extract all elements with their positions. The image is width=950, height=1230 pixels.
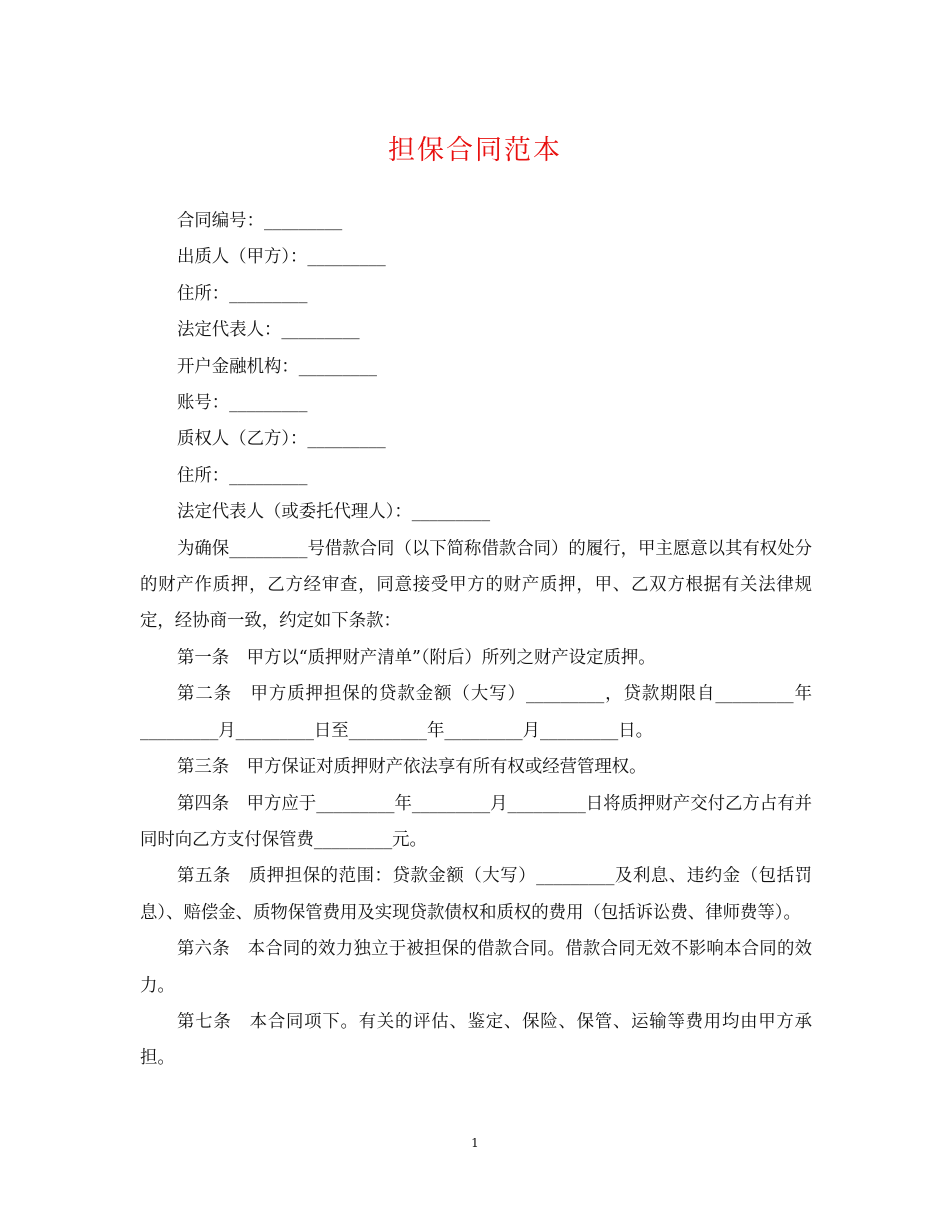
field-pledgee-address: 住所：_________	[177, 465, 308, 486]
field-contract-number: 合同编号：_________	[177, 211, 343, 231]
field-pledgor-address: 住所：_________	[177, 283, 308, 304]
document-title: 担保合同范本	[388, 135, 562, 166]
field-bank-institution: 开户金融机构：_________	[177, 356, 377, 377]
preamble-paragraph: 为确保_________号借款合同（以下简称借款合同）的履行，甲主愿意以其有权处分的财产作质押，乙方经审查，同意接受甲方的财产质押，甲、乙双方根据有关法律规定，经协商一致，约定如下条款：	[140, 538, 812, 632]
article-5: 第五条 质押担保的范围：贷款金额（大写）_________及利息、违约金（包括罚息）、赔偿金、质物保管费用及实现贷款债权和质权的费用（包括诉讼费、律师费等）。	[140, 866, 812, 923]
article-4: 第四条 甲方应于_________年_________月_________日将质押财产交付乙方占有并同时向乙方支付保管费_________元。	[140, 793, 812, 850]
page-number: 1	[471, 1136, 479, 1150]
article-3: 第三条 甲方保证对质押财产依法享有所有权或经营管理权。	[177, 757, 647, 778]
contract-body	[140, 203, 812, 1077]
field-account-number: 账号：_________	[177, 393, 308, 414]
article-7: 第七条 本合同项下。有关的评估、鉴定、保险、保管、运输等费用均由甲方承担。	[140, 1011, 812, 1069]
field-pledgee: 质权人（乙方）：_________	[177, 429, 386, 450]
article-6: 第六条 本合同的效力独立于被担保的借款合同。借款合同无效不影响本合同的效力。	[140, 939, 812, 996]
field-pledgee-legal-representative: 法定代表人（或委托代理人）：_________	[177, 502, 491, 523]
field-pledgor-legal-representative: 法定代表人：_________	[177, 320, 360, 341]
article-2: 第二条 甲方质押担保的贷款金额（大写）_________，贷款期限自_________年_________月_________日至_________年_________月_________日。	[140, 684, 812, 741]
field-pledgor: 出质人（甲方）：_________	[177, 247, 386, 268]
article-1: 第一条 甲方以“质押财产清单”（附后）所列之财产设定质押。	[177, 647, 656, 668]
